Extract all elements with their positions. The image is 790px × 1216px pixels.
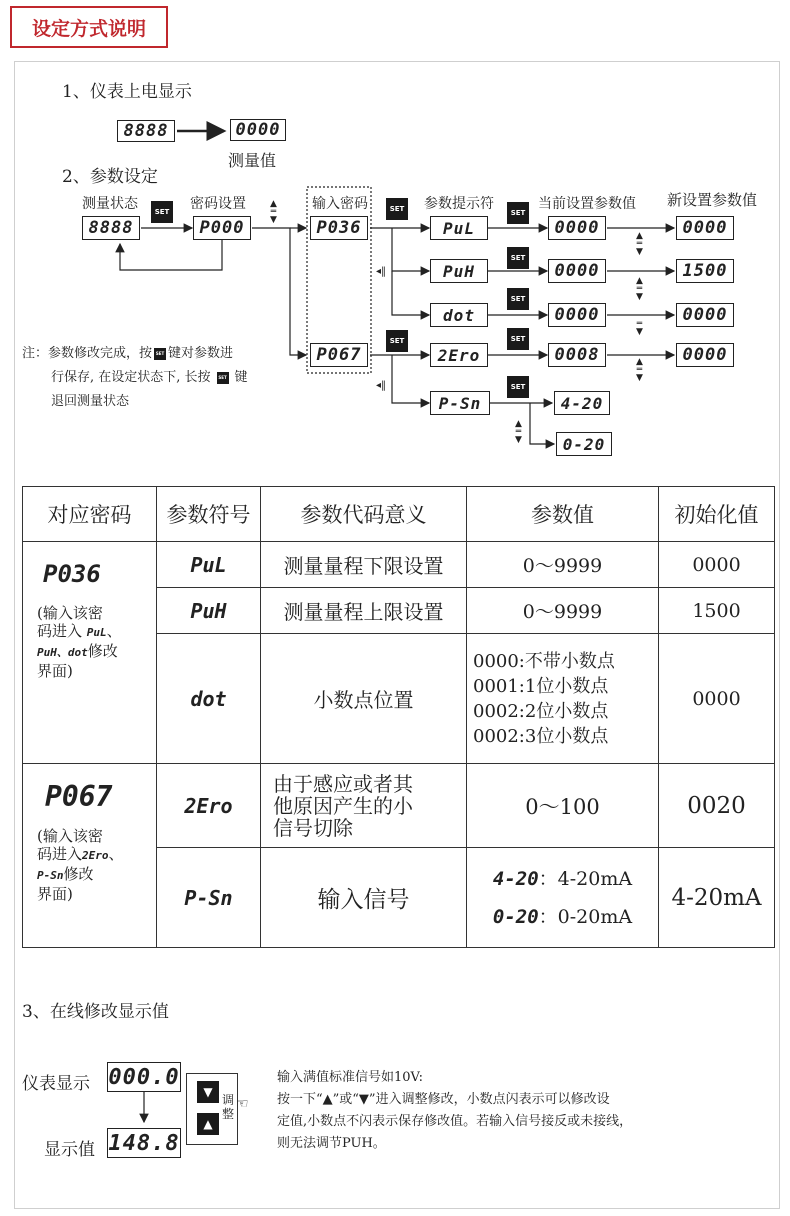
value-line: 0000:不带小数点 [473, 650, 615, 672]
updown-icon: ▲ ═ ▼ [270, 199, 277, 225]
set-button[interactable]: SET [507, 202, 529, 224]
value-line: 0001:1位小数点 [473, 675, 609, 697]
set-button[interactable]: SET [507, 328, 529, 350]
signal-code: 0-20 [492, 905, 539, 928]
group-desc: 码进入 [37, 845, 83, 863]
lcd-password: P000 [193, 216, 251, 240]
value-line: 0002:3位小数点 [473, 725, 609, 747]
meaning-cell: 测量量程上限设置 [261, 588, 467, 634]
lcd-measure-state: 8888 [82, 216, 140, 240]
updown-icon: ▲ ═ ▼ [636, 357, 643, 383]
step3-title: 3、在线修改显示值 [22, 1002, 169, 1022]
note-line: 键对参数进 [168, 346, 234, 361]
meaning-cell: 测量量程下限设置 [261, 542, 467, 588]
group-desc-code: 2Ero [82, 849, 109, 862]
lcd-current-zero: 0008 [548, 343, 606, 367]
description-line: 定值,小数点不闪表示保存修改值。若输入信号接反或未接线， [277, 1114, 633, 1129]
group-desc: (输入该密 [37, 604, 103, 622]
symbol-cell: P-Sn [157, 848, 261, 948]
down-button[interactable]: ▼ [197, 1081, 219, 1103]
lcd-p067: P067 [310, 343, 368, 367]
lcd-p036: P036 [310, 216, 368, 240]
meter-label: 仪表显示 [22, 1074, 90, 1094]
set-mini-icon: SET [217, 372, 229, 384]
init-cell: 4-20mA [659, 848, 775, 948]
set-button[interactable]: SET [507, 376, 529, 398]
section-title: 设定方式说明 [10, 6, 168, 48]
updown-icon: ▲ ═ ▼ [636, 276, 643, 302]
group-code: P036 [43, 560, 101, 588]
symbol-cell: PuH [157, 588, 261, 634]
lcd-new-dot: 0000 [676, 303, 734, 327]
meaning-cell: 小数点位置 [261, 634, 467, 764]
lcd-new-zero: 0000 [676, 343, 734, 367]
init-cell: 0020 [659, 764, 775, 848]
step1-title: 1、仪表上电显示 [62, 82, 192, 102]
label-new-param: 新设置参数值 [667, 191, 758, 209]
label-password-set: 密码设置 [190, 196, 246, 212]
note-line: 注：参数修改完成，按 [22, 346, 153, 361]
description-line: 则无法调节PUH。 [277, 1136, 386, 1151]
display-label: 显示值 [44, 1140, 95, 1160]
value-cell: 0～9999 [467, 542, 659, 588]
group-desc: (输入该密 [37, 827, 103, 845]
lcd-new-pul: 0000 [676, 216, 734, 240]
set-mini-icon: SET [154, 348, 166, 360]
description-line: 输入满值标准信号如10V: [277, 1070, 424, 1085]
group-desc: 、 [106, 622, 122, 640]
init-cell: 0000 [659, 634, 775, 764]
value-line: 0002:2位小数点 [473, 700, 609, 722]
group-desc: 修改 [63, 865, 94, 883]
measured-caption: 测量值 [228, 151, 277, 170]
group-desc: 修改 [87, 642, 118, 660]
signal-text: ：0-20mA [538, 905, 633, 928]
meaning-cell: 输入信号 [261, 848, 467, 948]
value-cell: 0～100 [467, 764, 659, 848]
header-cell: 对应密码 [23, 487, 157, 542]
symbol-cell: 2Ero [157, 764, 261, 848]
group-desc-code: P-Sn [37, 869, 64, 882]
label-current-param: 当前设置参数值 [538, 196, 636, 212]
left-arrow-icon: ◂‖ [376, 380, 387, 391]
header-cell: 参数值 [467, 487, 659, 542]
lcd-current-dot: 0000 [548, 303, 606, 327]
lcd-signal-4-20: 4-20 [554, 391, 610, 415]
header-cell: 参数代码意义 [261, 487, 467, 542]
set-button[interactable]: SET [151, 201, 173, 223]
updown-icon: ▲ ═ ▼ [636, 231, 643, 257]
lcd-power-on: 8888 [117, 120, 175, 142]
note-line: 键 [234, 370, 248, 385]
lcd-meter: 000.0 [107, 1062, 181, 1092]
label-input-password: 输入密码 [312, 196, 368, 212]
lcd-measured: 0000 [230, 119, 286, 141]
up-button[interactable]: ▲ [197, 1113, 219, 1135]
init-cell: 0000 [659, 542, 775, 588]
signal-code: 4-20 [492, 867, 539, 890]
note-line: 退回测量状态 [51, 394, 130, 409]
group-desc-code: PuH、dot [37, 646, 88, 659]
lcd-signal-0-20: 0-20 [556, 432, 612, 456]
group-desc-code: PuL [86, 626, 107, 639]
label-measure-state: 测量状态 [82, 196, 138, 212]
lcd-display: 148.8 [107, 1128, 181, 1158]
group-desc: 界面) [37, 662, 73, 680]
left-arrow-icon: ◂‖ [376, 266, 387, 277]
group-desc: 、 [108, 845, 124, 863]
description-line: 按一下“▲”或“▼”进入调整修改，小数点闪表示可以修改设 [277, 1092, 610, 1107]
group-code: P067 [45, 780, 113, 813]
lcd-current-pul: 0000 [548, 216, 606, 240]
symbol-cell: dot [157, 634, 261, 764]
meaning-line: 信号切除 [273, 815, 353, 840]
lcd-current-puh: 0000 [548, 259, 606, 283]
meaning-line: 他原因产生的小 [273, 793, 413, 818]
adjust-description [277, 1067, 777, 1155]
label-param-hint: 参数提示符 [424, 196, 494, 212]
value-cell: 0～9999 [467, 588, 659, 634]
adjust-label: 调整 [222, 1093, 235, 1121]
group-desc: 码进入 [37, 622, 83, 640]
set-button[interactable]: SET [507, 247, 529, 269]
lcd-param-puh: PuH [430, 259, 488, 283]
step2-title: 2、参数设定 [62, 167, 158, 187]
set-button[interactable]: SET [386, 198, 408, 220]
updown-icon: ▲ ═ ▼ [515, 419, 522, 445]
symbol-cell: PuL [157, 542, 261, 588]
hand-pointer-icon: ☜ [236, 1096, 249, 1112]
signal-text: ：4-20mA [538, 867, 633, 890]
set-button[interactable]: SET [507, 288, 529, 310]
lcd-param-zero: 2Ero [430, 343, 488, 367]
lcd-param-dot: dot [430, 303, 488, 327]
init-cell: 1500 [659, 588, 775, 634]
header-cell: 初始化值 [659, 487, 775, 542]
set-button[interactable]: SET [386, 330, 408, 352]
group-desc: 界面) [37, 885, 73, 903]
note-line: 行保存, 在设定状态下, 长按 [51, 370, 211, 385]
lcd-param-pul: PuL [430, 216, 488, 240]
lcd-new-puh: 1500 [676, 259, 734, 283]
meaning-line: 由于感应或者其 [273, 771, 413, 796]
lcd-param-psn: P-Sn [430, 391, 490, 415]
updown-icon: ═ ▼ [636, 319, 643, 337]
header-cell: 参数符号 [157, 487, 261, 542]
